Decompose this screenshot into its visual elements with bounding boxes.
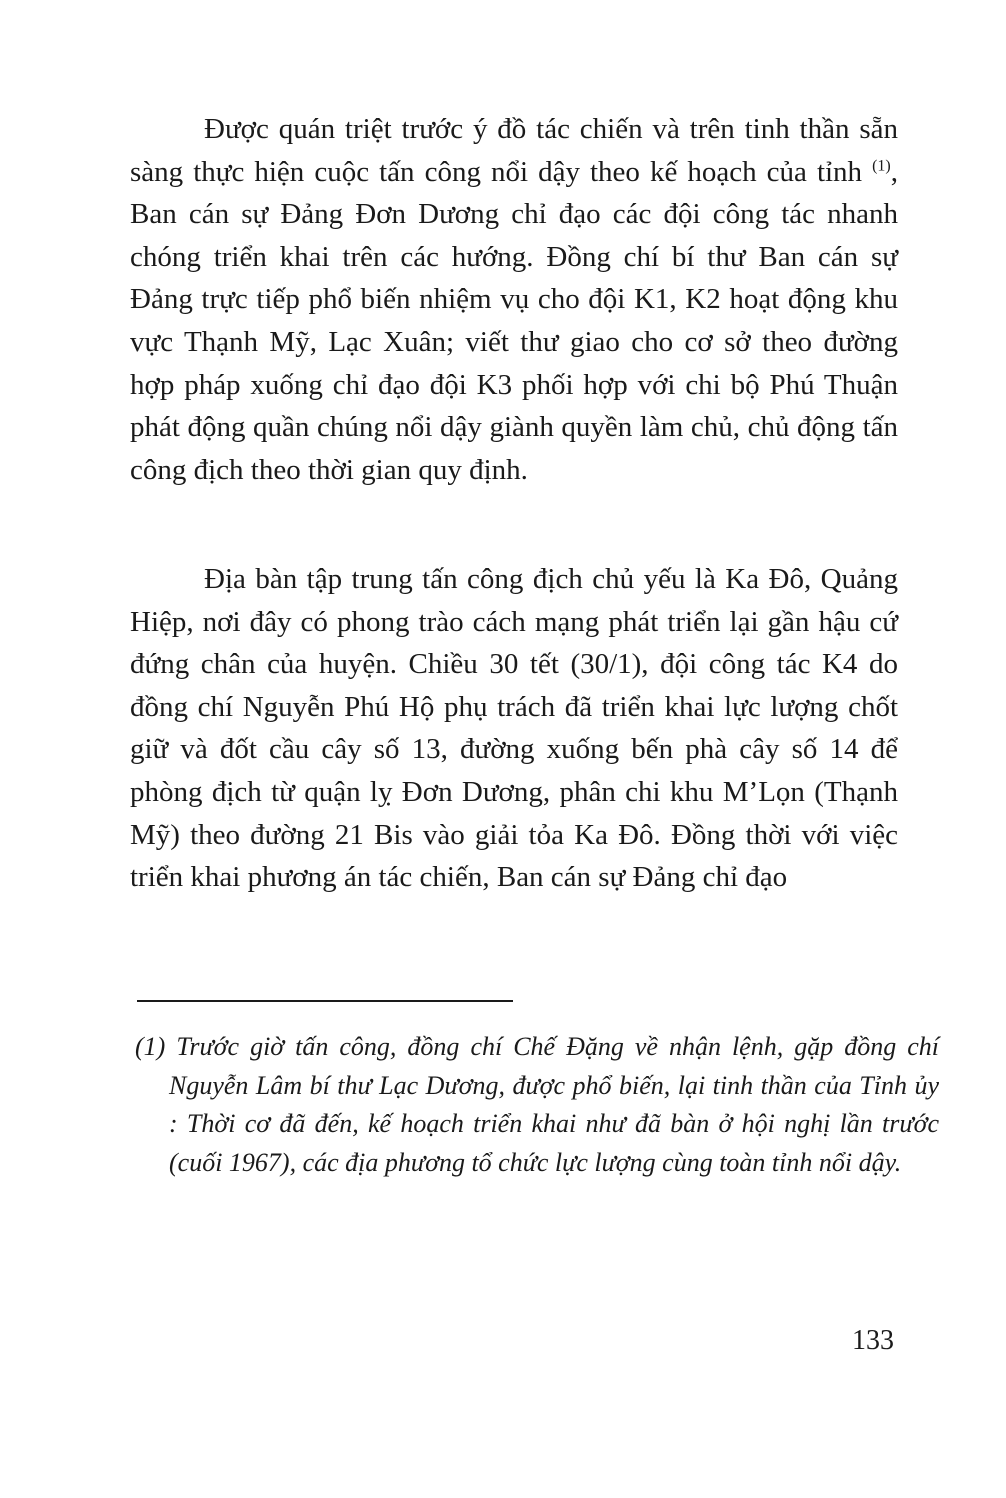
- page-number: 133: [852, 1325, 894, 1356]
- footnote-separator-rule: [137, 1000, 513, 1002]
- paragraph-1-text-start: Được quán triệt trước ý đồ tác chiến và trên tinh thần sẵn sàng thực hiện cuộc tấn công nổi dậy theo kế hoạch của tỉnh: [130, 113, 898, 188]
- body-paragraph-2: Địa bàn tập trung tấn công địch chủ yếu là Ka Đô, Quảng Hiệp, nơi đây có phong trào cách mạng phát triển lại gần hậu cứ đứng chân của huyện. Chiều 30 tết (30/1), đội công tác K4 do đồng chí Nguyễn Phú Hộ phụ trách đã triển khai lực lượng chốt giữ và đốt cầu cây số 13, đường xuống bến phà cây số 14 để phòng địch từ quận lỵ Đơn Dương, phân chi khu M’Lọn (Thạnh Mỹ) theo đường 21 Bis vào giải tỏa Ka Đô. Đồng thời với việc triển khai phương án tác chiến, Ban cán sự Đảng chỉ đạo: [130, 563, 898, 894]
- paragraph-1-text-end: , Ban cán sự Đảng Đơn Dương chỉ đạo các đội công tác nhanh chóng triển khai trên các hướng. Đồng chí bí thư Ban cán sự Đảng trực tiếp phổ biến nhiệm vụ cho đội K1, K2 hoạt động khu vực Thạnh Mỹ, Lạc Xuân; viết thư giao cho cơ sở theo đường hợp pháp xuống chỉ đạo đội K3 phối hợp với chi bộ Phú Thuận phát động quần chúng nổi dậy giành quyền làm chủ, chủ động tấn công địch theo thời gian quy định.: [130, 155, 898, 486]
- footnote-reference: (1): [872, 156, 891, 174]
- footnote: (1) Trước giờ tấn công, đồng chí Chế Đặng về nhận lệnh, gặp đồng chí Nguyễn Lâm bí thư Lạc Dương, được phổ biến, lại tinh thần của Tỉnh ủy : Thời cơ đã đến, kế hoạch triển khai như đã bàn ở hội nghị lần trước (cuối 1967), các địa phương tổ chức lực lượng cùng toàn tỉnh nổi dậy.: [135, 1032, 939, 1177]
- body-paragraph-1: [130, 108, 898, 491]
